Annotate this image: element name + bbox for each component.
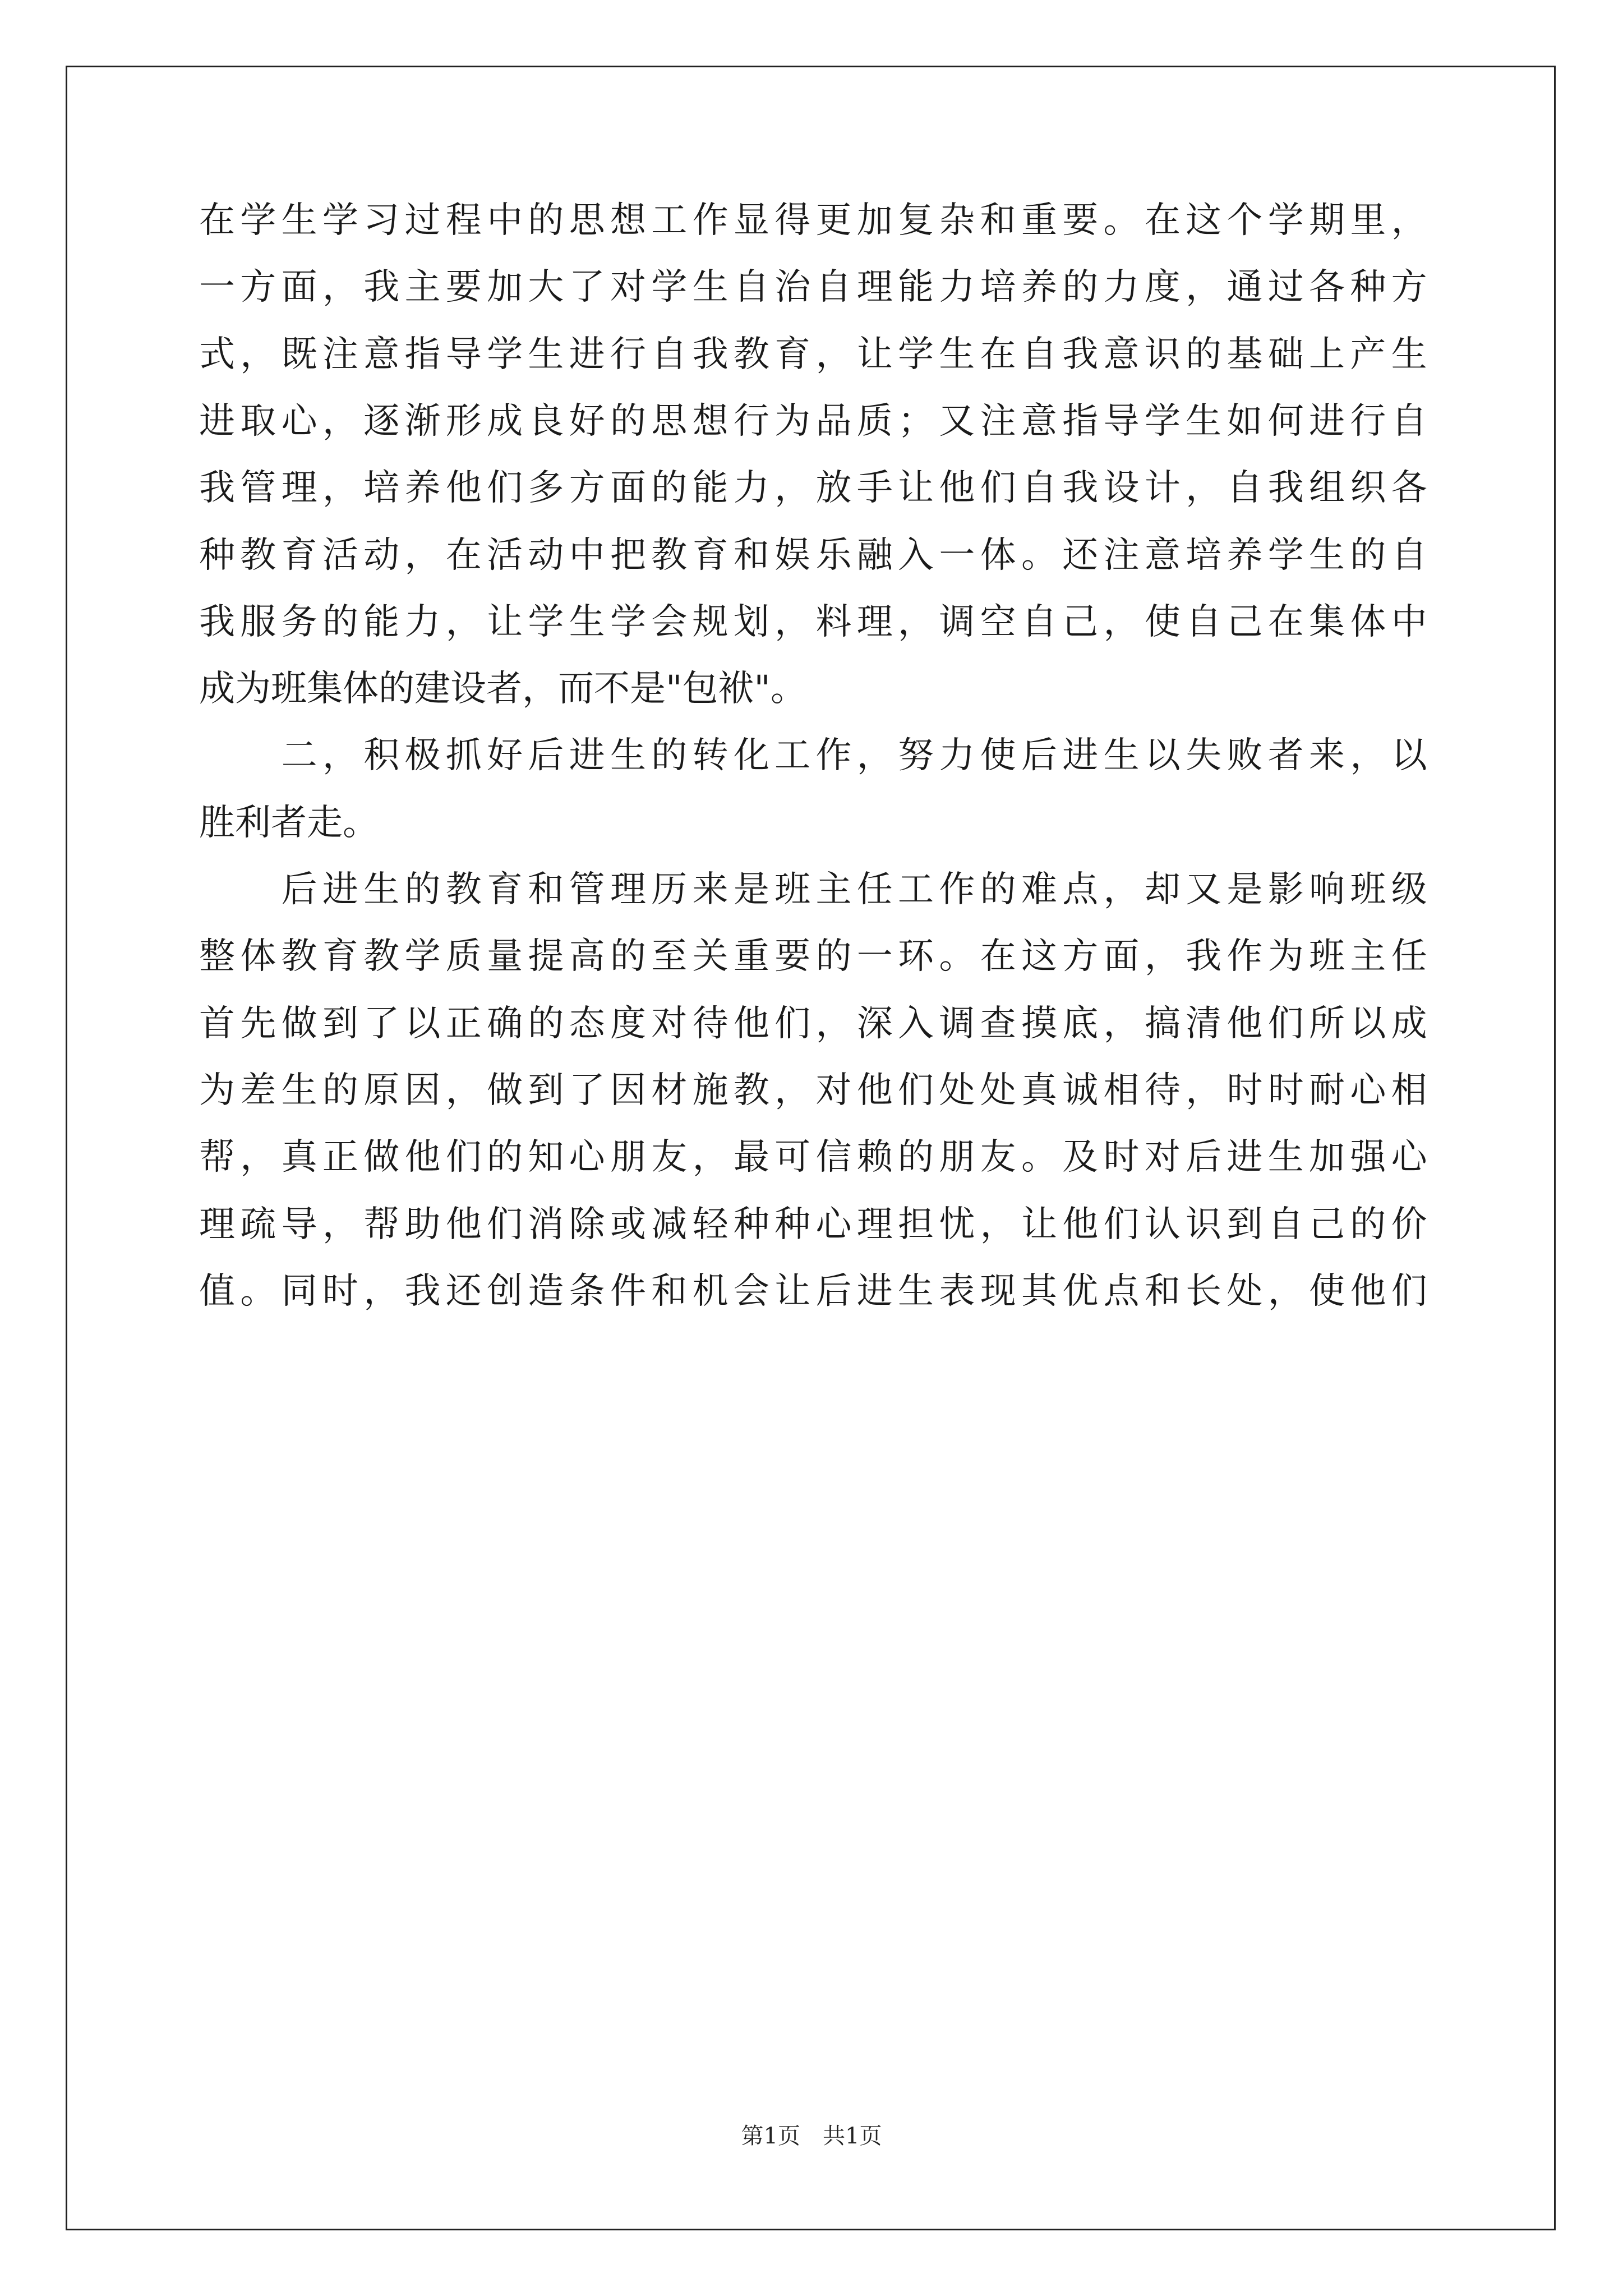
- page-footer: 第1页 共1页: [741, 2123, 882, 2149]
- text-line: 进 取 心 ， 逐 渐 形 成 良 好 的 思 想 行 为 品 质 ； 又 注 意 指 导 学 生 如 何 进 行 自: [199, 400, 1427, 442]
- text-line: 整 体 教 育 教 学 质 量 提 高 的 至 关 重 要 的 一 环 。 在 这 方 面 ， 我 作 为 班 主 任: [199, 936, 1427, 978]
- text-line: 胜利者走。: [199, 802, 379, 844]
- text-line: 首 先 做 到 了 以 正 确 的 态 度 对 待 他 们 ， 深 入 调 查 摸 底 ， 搞 清 他 们 所 以 成: [199, 1002, 1427, 1045]
- text-line: 一 方 面 ， 我 主 要 加 大 了 对 学 生 自 治 自 理 能 力 培 养 的 力 度 ， 通 过 各 种 方: [199, 266, 1427, 309]
- text-line: 后 进 生 的 教 育 和 管 理 历 来 是 班 主 任 工 作 的 难 点 ， 却 又 是 影 响 班 级: [281, 869, 1427, 910]
- text-line: 我 管 理 ， 培 养 他 们 多 方 面 的 能 力 ， 放 手 让 他 们 自 我 设 计 ， 自 我 组 织 各: [199, 467, 1427, 509]
- text-line: 值 。 同 时 ， 我 还 创 造 条 件 和 机 会 让 后 进 生 表 现 其 优 点 和 长 处 ， 使 他 们: [199, 1270, 1427, 1312]
- text-line: 我 服 务 的 能 力 ， 让 学 生 学 会 规 划 ， 料 理 ， 调 空 自 己 ， 使 自 己 在 集 体 中: [199, 601, 1427, 643]
- text-line: 二 ， 积 极 抓 好 后 进 生 的 转 化 工 作 ， 努 力 使 后 进 生 以 失 败 者 来 ， 以: [281, 735, 1427, 777]
- text-line: 为 差 生 的 原 因 ， 做 到 了 因 材 施 教 ， 对 他 们 处 处 真 诚 相 待 ， 时 时 耐 心 相: [199, 1069, 1427, 1111]
- text-line: 帮 ， 真 正 做 他 们 的 知 心 朋 友 ， 最 可 信 赖 的 朋 友 。 及 时 对 后 进 生 加 强 心: [199, 1137, 1427, 1179]
- text-line: 在 学 生 学 习 过 程 中 的 思 想 工 作 显 得 更 加 复 杂 和 重 要 。 在 这 个 学 期 里 ，: [199, 200, 1427, 241]
- text-line: 理 疏 导 ， 帮 助 他 们 消 除 或 减 轻 种 种 心 理 担 忧 ， 让 他 们 认 识 到 自 己 的 价: [199, 1203, 1427, 1245]
- text-line: 式 ， 既 注 意 指 导 学 生 进 行 自 我 教 育 ， 让 学 生 在 自 我 意 识 的 基 础 上 产 生: [199, 333, 1427, 375]
- text-line: 种 教 育 活 动 ， 在 活 动 中 把 教 育 和 娱 乐 融 入 一 体 。 还 注 意 培 养 学 生 的 自: [199, 534, 1427, 576]
- text-line: 成为班集体的建设者，而不是"包袱"。: [199, 668, 806, 710]
